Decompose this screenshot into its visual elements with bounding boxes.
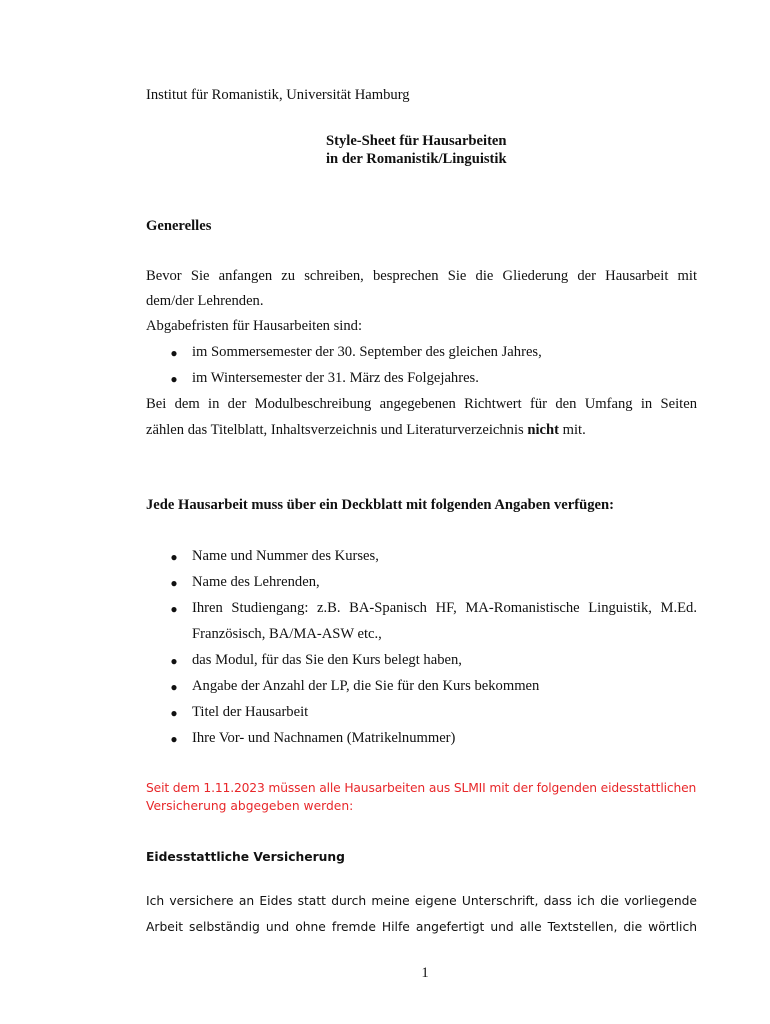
deckblatt-item: das Modul, für das Sie den Kurs belegt haben, <box>192 652 462 668</box>
bullet-icon: ● <box>170 654 178 668</box>
deckblatt-item: Name des Lehrenden, <box>192 574 320 590</box>
section-heading-generelles: Generelles <box>146 218 212 234</box>
deckblatt-item: Titel der Hausarbeit <box>192 704 309 720</box>
emphasis-nicht: nicht <box>527 422 559 438</box>
bullet-icon: ● <box>170 732 178 746</box>
bullet-icon: ● <box>170 372 178 386</box>
deckblatt-item: Angabe der Anzahl der LP, die Sie für den Kurs bekommen <box>192 678 540 694</box>
notice-line-2: Versicherung abgegeben werden: <box>146 799 354 813</box>
eid-line-1: Ich versichere an Eides statt durch meine eigene Unterschrift, dass ich die vorliegende <box>146 894 697 908</box>
para2-line-2: zählen das Titelblatt, Inhaltsverzeichnis und Literaturverzeichnis nicht mit. <box>146 422 586 438</box>
bullet-icon: ● <box>170 550 178 564</box>
bullet-icon: ● <box>170 706 178 720</box>
para1-line-2: dem/der Lehrenden. <box>146 293 264 309</box>
bullet-icon: ● <box>170 576 178 590</box>
deckblatt-heading: Jede Hausarbeit muss über ein Deckblatt mit folgenden Angaben verfügen: <box>146 497 614 513</box>
deckblatt-item: Ihre Vor- und Nachnamen (Matrikelnummer) <box>192 730 456 746</box>
bullet-icon: ● <box>170 680 178 694</box>
eid-line-2: Arbeit selbständig und ohne fremde Hilfe angefertigt und alle Textstellen, die wörtlich <box>146 920 697 934</box>
title-line-2: in der Romanistik/Linguistik <box>326 151 507 167</box>
page-number: 1 <box>421 965 429 981</box>
bullet-icon: ● <box>170 602 178 616</box>
eid-heading: Eidesstattliche Versicherung <box>146 850 345 864</box>
deckblatt-item: Name und Nummer des Kurses, <box>192 548 379 564</box>
notice-line-1: Seit dem 1.11.2023 müssen alle Hausarbeiten aus SLMII mit der folgenden eidesstattlichen <box>146 781 697 795</box>
deadline-item: im Wintersemester der 31. März des Folgejahres. <box>192 370 479 386</box>
para1-line-1: Bevor Sie anfangen zu schreiben, besprechen Sie die Gliederung der Hausarbeit mit <box>146 268 697 284</box>
para2-line-1: Bei dem in der Modulbeschreibung angegebenen Richtwert für den Umfang in Seiten <box>146 396 697 412</box>
institution-line: Institut für Romanistik, Universität Hamburg <box>146 87 410 103</box>
bullet-icon: ● <box>170 346 178 360</box>
deadline-item: im Sommersemester der 30. September des gleichen Jahres, <box>192 344 542 360</box>
deckblatt-item: Ihren Studiengang: z.B. BA-Spanisch HF, MA-Romanistische Linguistik, M.Ed. <box>192 600 697 616</box>
deadlines-intro: Abgabefristen für Hausarbeiten sind: <box>146 318 362 334</box>
title-line-1: Style-Sheet für Hausarbeiten <box>326 133 507 149</box>
deckblatt-item-continued: Französisch, BA/MA-ASW etc., <box>192 626 382 642</box>
